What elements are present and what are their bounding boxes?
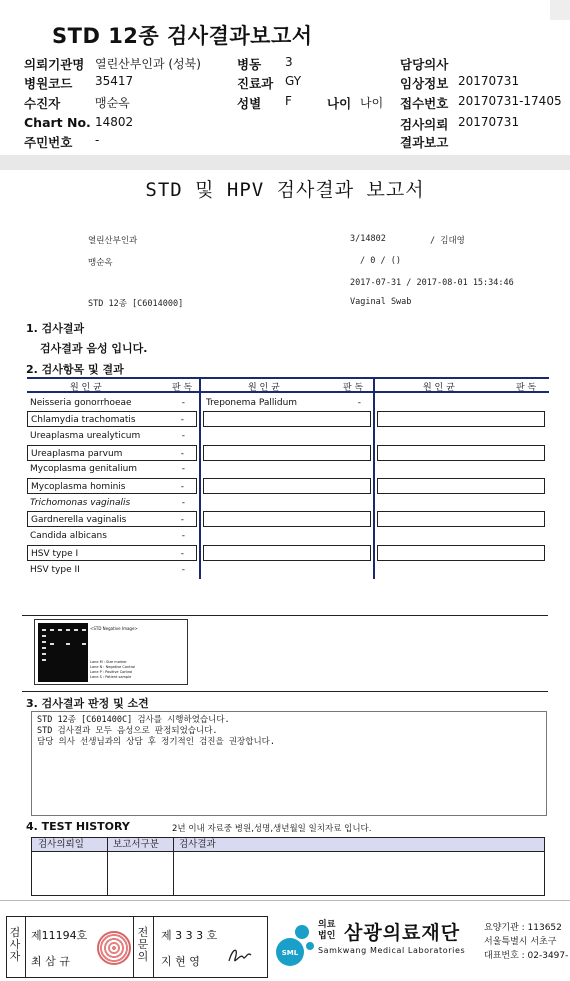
footer-sep bbox=[153, 917, 154, 977]
label-department: 진료과 bbox=[237, 76, 274, 91]
pathogen-result: - bbox=[180, 549, 184, 559]
pathogen-name: Mycoplasma genitalium bbox=[30, 464, 138, 474]
footer-sep bbox=[25, 917, 26, 977]
report-chart-no: 3/14802 bbox=[350, 234, 386, 244]
pathogen-name: Trichomonas vaginalis bbox=[30, 498, 131, 508]
pathogen-name: HSV type I bbox=[31, 549, 79, 559]
header-divider-band bbox=[0, 155, 570, 170]
empty-cell bbox=[203, 545, 371, 561]
pathogen-name: Mycoplasma hominis bbox=[31, 482, 126, 492]
signature-icon bbox=[225, 943, 255, 969]
value-test-request: 20170731 bbox=[458, 115, 520, 129]
gel-legend-item: Lane N : Negative Control bbox=[90, 665, 136, 669]
tester-name: 최 삼 규 bbox=[31, 955, 70, 968]
label-result-report: 결과보고 bbox=[400, 135, 449, 150]
label-ward: 병동 bbox=[237, 57, 262, 72]
empty-cell bbox=[377, 411, 545, 427]
history-header-result: 검사결과 bbox=[173, 838, 544, 852]
pathogen-name: Treponema Pallidum bbox=[206, 398, 298, 408]
official-seal-icon bbox=[97, 931, 131, 965]
remarks-box bbox=[31, 711, 547, 816]
report-header bbox=[0, 0, 570, 170]
specialist-name: 지 현 영 bbox=[161, 955, 200, 968]
label-test-request: 검사의뢰 bbox=[400, 117, 449, 132]
report-test-code: STD 12종 [C6014000] bbox=[88, 299, 184, 309]
pathogen-name: Neisseria gonorrhoeae bbox=[30, 398, 132, 408]
org-address: 서울특별시 서초구 bbox=[484, 937, 557, 947]
pathogen-result: - bbox=[180, 449, 184, 459]
remark-line: STD 12종 [C601400C] 검사를 시행하였습니다. bbox=[37, 715, 230, 725]
col-result-1: 판 독 bbox=[172, 383, 193, 393]
footer bbox=[0, 910, 570, 981]
footer-col2-label: 전문의 bbox=[137, 926, 149, 963]
pathogen-result: - bbox=[181, 431, 185, 441]
report-age-sex: / 0 / () bbox=[360, 256, 401, 266]
empty-cell bbox=[377, 478, 545, 494]
report-hospital: 열린산부인과 bbox=[88, 236, 138, 246]
empty-cell bbox=[377, 545, 545, 561]
gel-legend bbox=[90, 660, 135, 680]
section2-title: 2. 검사항목 및 결과 bbox=[26, 363, 124, 376]
report-specimen: Vaginal Swab bbox=[350, 297, 412, 307]
gel-legend-item: Lane M : Size marker bbox=[90, 660, 127, 664]
empty-cell bbox=[203, 478, 371, 494]
pathogen-row bbox=[27, 478, 197, 494]
pathogen-result: - bbox=[181, 464, 185, 474]
pathogen-name: Ureaplasma urealyticum bbox=[30, 431, 141, 441]
gel-electrophoresis-image bbox=[34, 619, 188, 685]
pathogen-row bbox=[27, 395, 197, 411]
empty-cell bbox=[203, 445, 371, 461]
history-header-report-type: 보고서구분 bbox=[107, 838, 173, 852]
gel-image bbox=[38, 623, 88, 682]
label-requesting-institution: 의뢰기관명 bbox=[24, 57, 85, 72]
label-age: 나이 bbox=[327, 96, 352, 111]
column-divider-2 bbox=[373, 377, 375, 579]
gel-legend-item: Lane P : Positive Control bbox=[90, 670, 133, 674]
section-divider bbox=[22, 615, 548, 616]
footer-col1-label: 검사자 bbox=[9, 926, 21, 963]
tester-license: 제11194호 bbox=[31, 929, 88, 942]
value-department: GY bbox=[285, 74, 302, 88]
history-note: 2년 이내 자료중 병원,성명,생년월일 일치자료 입니다. bbox=[172, 824, 372, 834]
specialist-license: 제 3 3 3 호 bbox=[161, 929, 218, 942]
history-col-divider bbox=[173, 838, 174, 895]
pathogen-row bbox=[27, 428, 197, 444]
label-patient: 수진자 bbox=[24, 96, 61, 111]
pathogen-result: - bbox=[181, 531, 185, 541]
corner-strip bbox=[550, 0, 570, 20]
header-title: STD 12종 검사결과보고서 bbox=[52, 24, 313, 48]
label-receipt-number: 접수번호 bbox=[400, 96, 449, 111]
empty-cell bbox=[377, 511, 545, 527]
org-code: 요양기관 : 113652 bbox=[484, 923, 562, 933]
empty-cell bbox=[203, 511, 371, 527]
value-clinical-info: 20170731 bbox=[458, 74, 520, 88]
remark-line: 담당 의사 선생님과의 상담 후 정기적인 검진을 권장합니다. bbox=[37, 737, 276, 747]
column-divider-1 bbox=[199, 377, 201, 579]
pathogen-row bbox=[27, 495, 197, 511]
history-header-request-date: 검사의뢰일 bbox=[32, 838, 107, 852]
label-doctor: 담당의사 bbox=[400, 57, 449, 72]
label-sex: 성별 bbox=[237, 96, 262, 111]
pathogen-result: - bbox=[181, 565, 185, 575]
org-type: 의료 법인 bbox=[318, 920, 336, 941]
pathogen-name: Gardnerella vaginalis bbox=[31, 515, 127, 525]
pathogen-result: - bbox=[180, 515, 184, 525]
report-title: STD 및 HPV 검사결과 보고서 bbox=[145, 179, 425, 201]
sml-logo-text: SML bbox=[281, 949, 299, 957]
pathogen-result: - bbox=[180, 482, 184, 492]
pathogen-row bbox=[27, 511, 197, 527]
label-chart-no: Chart No. bbox=[24, 115, 91, 130]
signature-box bbox=[6, 916, 268, 978]
report-doctor: / 김대영 bbox=[430, 236, 465, 246]
pathogen-row bbox=[27, 411, 197, 427]
report-patient: 맹순옥 bbox=[88, 258, 113, 268]
pathogen-name: Ureaplasma parvum bbox=[31, 449, 123, 459]
test-history-table bbox=[31, 837, 545, 896]
gel-caption: <STD Negative Image> bbox=[90, 626, 138, 631]
pathogen-result: - bbox=[181, 498, 185, 508]
table-top-rule bbox=[27, 377, 549, 379]
value-receipt-number: 20170731-17405 bbox=[458, 94, 562, 108]
col-pathogen-3: 원 인 균 bbox=[423, 383, 455, 393]
org-phone: 대표번호 : 02-3497- bbox=[484, 951, 569, 961]
footer-sep bbox=[133, 917, 134, 977]
pathogen-name: Chlamydia trachomatis bbox=[31, 415, 136, 425]
col-pathogen-2: 원 인 균 bbox=[248, 383, 280, 393]
org-name: 삼광의료재단 bbox=[344, 922, 461, 944]
sml-logo-icon bbox=[272, 918, 316, 968]
pathogen-row bbox=[27, 445, 197, 461]
value-resident-number: - bbox=[95, 133, 100, 147]
col-pathogen-1: 원 인 균 bbox=[70, 383, 102, 393]
value-patient: 맹순옥 bbox=[95, 96, 130, 110]
org-name-en: Samkwang Medical Laboratories bbox=[318, 946, 466, 955]
pathogen-result: - bbox=[181, 398, 185, 408]
label-resident-number: 주민번호 bbox=[24, 135, 73, 150]
empty-cell bbox=[377, 445, 545, 461]
pathogen-name: HSV type II bbox=[30, 565, 80, 575]
empty-cell bbox=[203, 411, 371, 427]
pathogen-row bbox=[27, 545, 197, 561]
footer-divider bbox=[0, 900, 570, 901]
pathogen-row bbox=[27, 528, 197, 544]
col-result-3: 판 독 bbox=[516, 383, 537, 393]
label-clinical-info: 임상정보 bbox=[400, 76, 449, 91]
gel-legend-item: Lane S : Patient sample bbox=[90, 675, 132, 679]
col-result-2: 판 독 bbox=[343, 383, 364, 393]
report-dates: 2017-07-31 / 2017-08-01 15:34:46 bbox=[350, 278, 514, 288]
value-sex: F bbox=[285, 94, 292, 108]
pathogen-row bbox=[27, 461, 197, 477]
table-header-rule bbox=[27, 391, 549, 393]
value-age: 나이 bbox=[360, 96, 384, 110]
value-requesting-institution: 열린산부인과 (성북) bbox=[95, 57, 201, 71]
section1-title: 1. 검사결과 bbox=[26, 322, 85, 335]
value-chart-no: 14802 bbox=[95, 115, 134, 129]
remark-line: STD 검사결과 모두 음성으로 판정되었습니다. bbox=[37, 726, 218, 736]
pathogen-name: Candida albicans bbox=[30, 531, 107, 541]
value-ward: 3 bbox=[285, 55, 293, 69]
section-divider bbox=[22, 691, 548, 692]
history-col-divider bbox=[107, 838, 108, 895]
label-hospital-code: 병원코드 bbox=[24, 76, 73, 91]
pathogen-result: - bbox=[357, 398, 361, 408]
section4-title: 4. TEST HISTORY bbox=[26, 820, 130, 833]
pathogen-row bbox=[203, 395, 371, 411]
pathogen-row bbox=[27, 562, 197, 578]
section1-result: 검사결과 음성 입니다. bbox=[40, 342, 148, 355]
section3-title: 3. 검사결과 판정 및 소견 bbox=[26, 697, 149, 710]
pathogen-result: - bbox=[180, 415, 184, 425]
value-hospital-code: 35417 bbox=[95, 74, 134, 88]
